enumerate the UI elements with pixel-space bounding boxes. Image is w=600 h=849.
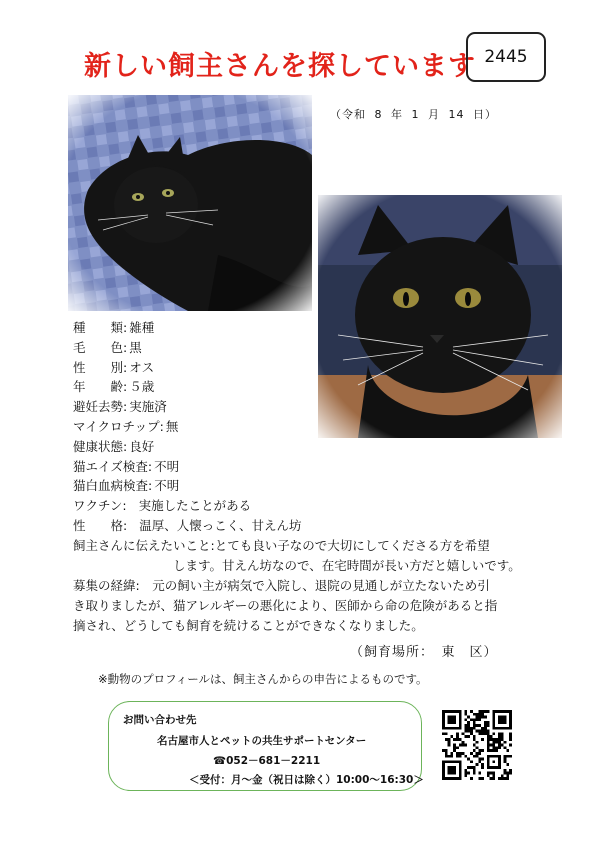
profile-value: 実施したことがある	[138, 498, 252, 514]
id-number: 2445	[484, 47, 528, 67]
adoption-background	[73, 576, 528, 635]
profile-label: 避妊去勢:	[73, 399, 128, 415]
profile-disclaimer: ※動物のプロフィールは、飼主さんからの申告によるものです。	[98, 672, 428, 686]
posting-date	[330, 106, 501, 122]
profile-label: マイクロチップ:	[73, 418, 164, 434]
date-year: 8	[374, 108, 383, 121]
profile-row-personality	[73, 516, 301, 536]
date-era: （令和	[330, 108, 366, 121]
message-line: します。甘えん坊なので、在宅時間が長い方だと嬉しいです。	[173, 557, 521, 573]
history-line: 摘され、どうしても飼育を続けることができなくなりました。	[73, 617, 424, 633]
profile-label: 猫エイズ検査:	[73, 458, 153, 474]
contact-organization: 名古屋市人とペットの共生サポートセンター	[157, 735, 367, 747]
profile-label: ワクチン:	[73, 498, 127, 514]
profile-label: 性 別:	[73, 359, 128, 375]
profile-value: 雑種	[129, 320, 155, 335]
message-line: 飼主さんに伝えたいこと:とても良い子なので大切にしてくださる方を希望	[73, 538, 490, 553]
profile-value: 不明	[154, 458, 180, 474]
profile-label: 年 齢:	[73, 379, 128, 395]
profile-value: オス	[129, 359, 155, 375]
profile-value: 不明	[154, 478, 180, 494]
profile-label: 性 格:	[73, 517, 128, 533]
date-day-unit: 日）	[473, 108, 497, 121]
profile-row-color	[73, 338, 301, 358]
contact-heading: お問い合わせ先	[123, 714, 197, 726]
profile-value: 実施済	[129, 399, 167, 415]
profile-row-neutered	[73, 397, 301, 417]
profile-label: 猫白血病検査:	[73, 478, 153, 494]
profile-row-felv-test	[73, 476, 301, 496]
poster-title: 新しい飼主さんを探しています	[84, 51, 476, 82]
profile-value: 無	[165, 418, 179, 434]
date-month: 1	[411, 108, 420, 121]
profile-row-health	[73, 437, 301, 457]
profile-row-sex	[73, 358, 301, 378]
profile-row-age	[73, 377, 301, 397]
contact-phone: ☎052－681－2211	[213, 755, 321, 767]
profile-list	[73, 318, 301, 536]
profile-value: 良好	[129, 438, 155, 454]
history-line: 募集の経緯: 元の飼い主が病気で入院し、退院の見通しが立たないため引	[73, 578, 490, 593]
profile-row-microchip	[73, 417, 301, 437]
profile-label: 毛 色:	[73, 339, 128, 355]
profile-row-fiv-test	[73, 457, 301, 477]
date-month-unit: 月	[428, 108, 440, 121]
contact-hours: ＜受付：月～金（祝日は除く）10:00～16:30＞	[189, 774, 424, 786]
profile-value: ５歳	[129, 379, 155, 395]
profile-label: 健康状態:	[73, 438, 128, 454]
date-day: 14	[448, 108, 465, 121]
history-line: き取りましたが、猫アレルギーの悪化により、医師から命の危険があると指	[73, 597, 498, 613]
cat-photo-lying	[68, 95, 312, 311]
cat-photo-sitting	[318, 195, 562, 438]
profile-value: 温厚、人懐っこく、甘えん坊	[139, 517, 302, 533]
contact-box	[108, 701, 422, 791]
profile-value: 黒	[129, 339, 142, 355]
profile-label: 種 類:	[73, 320, 128, 335]
id-number-box	[466, 32, 546, 82]
profile-row-vaccine	[73, 496, 301, 516]
date-year-unit: 年	[391, 108, 403, 121]
qr-code[interactable]	[442, 710, 512, 780]
foster-location: （飼育場所： 東 区）	[350, 645, 498, 660]
profile-row-breed	[73, 318, 301, 338]
message-to-owner	[73, 536, 528, 576]
